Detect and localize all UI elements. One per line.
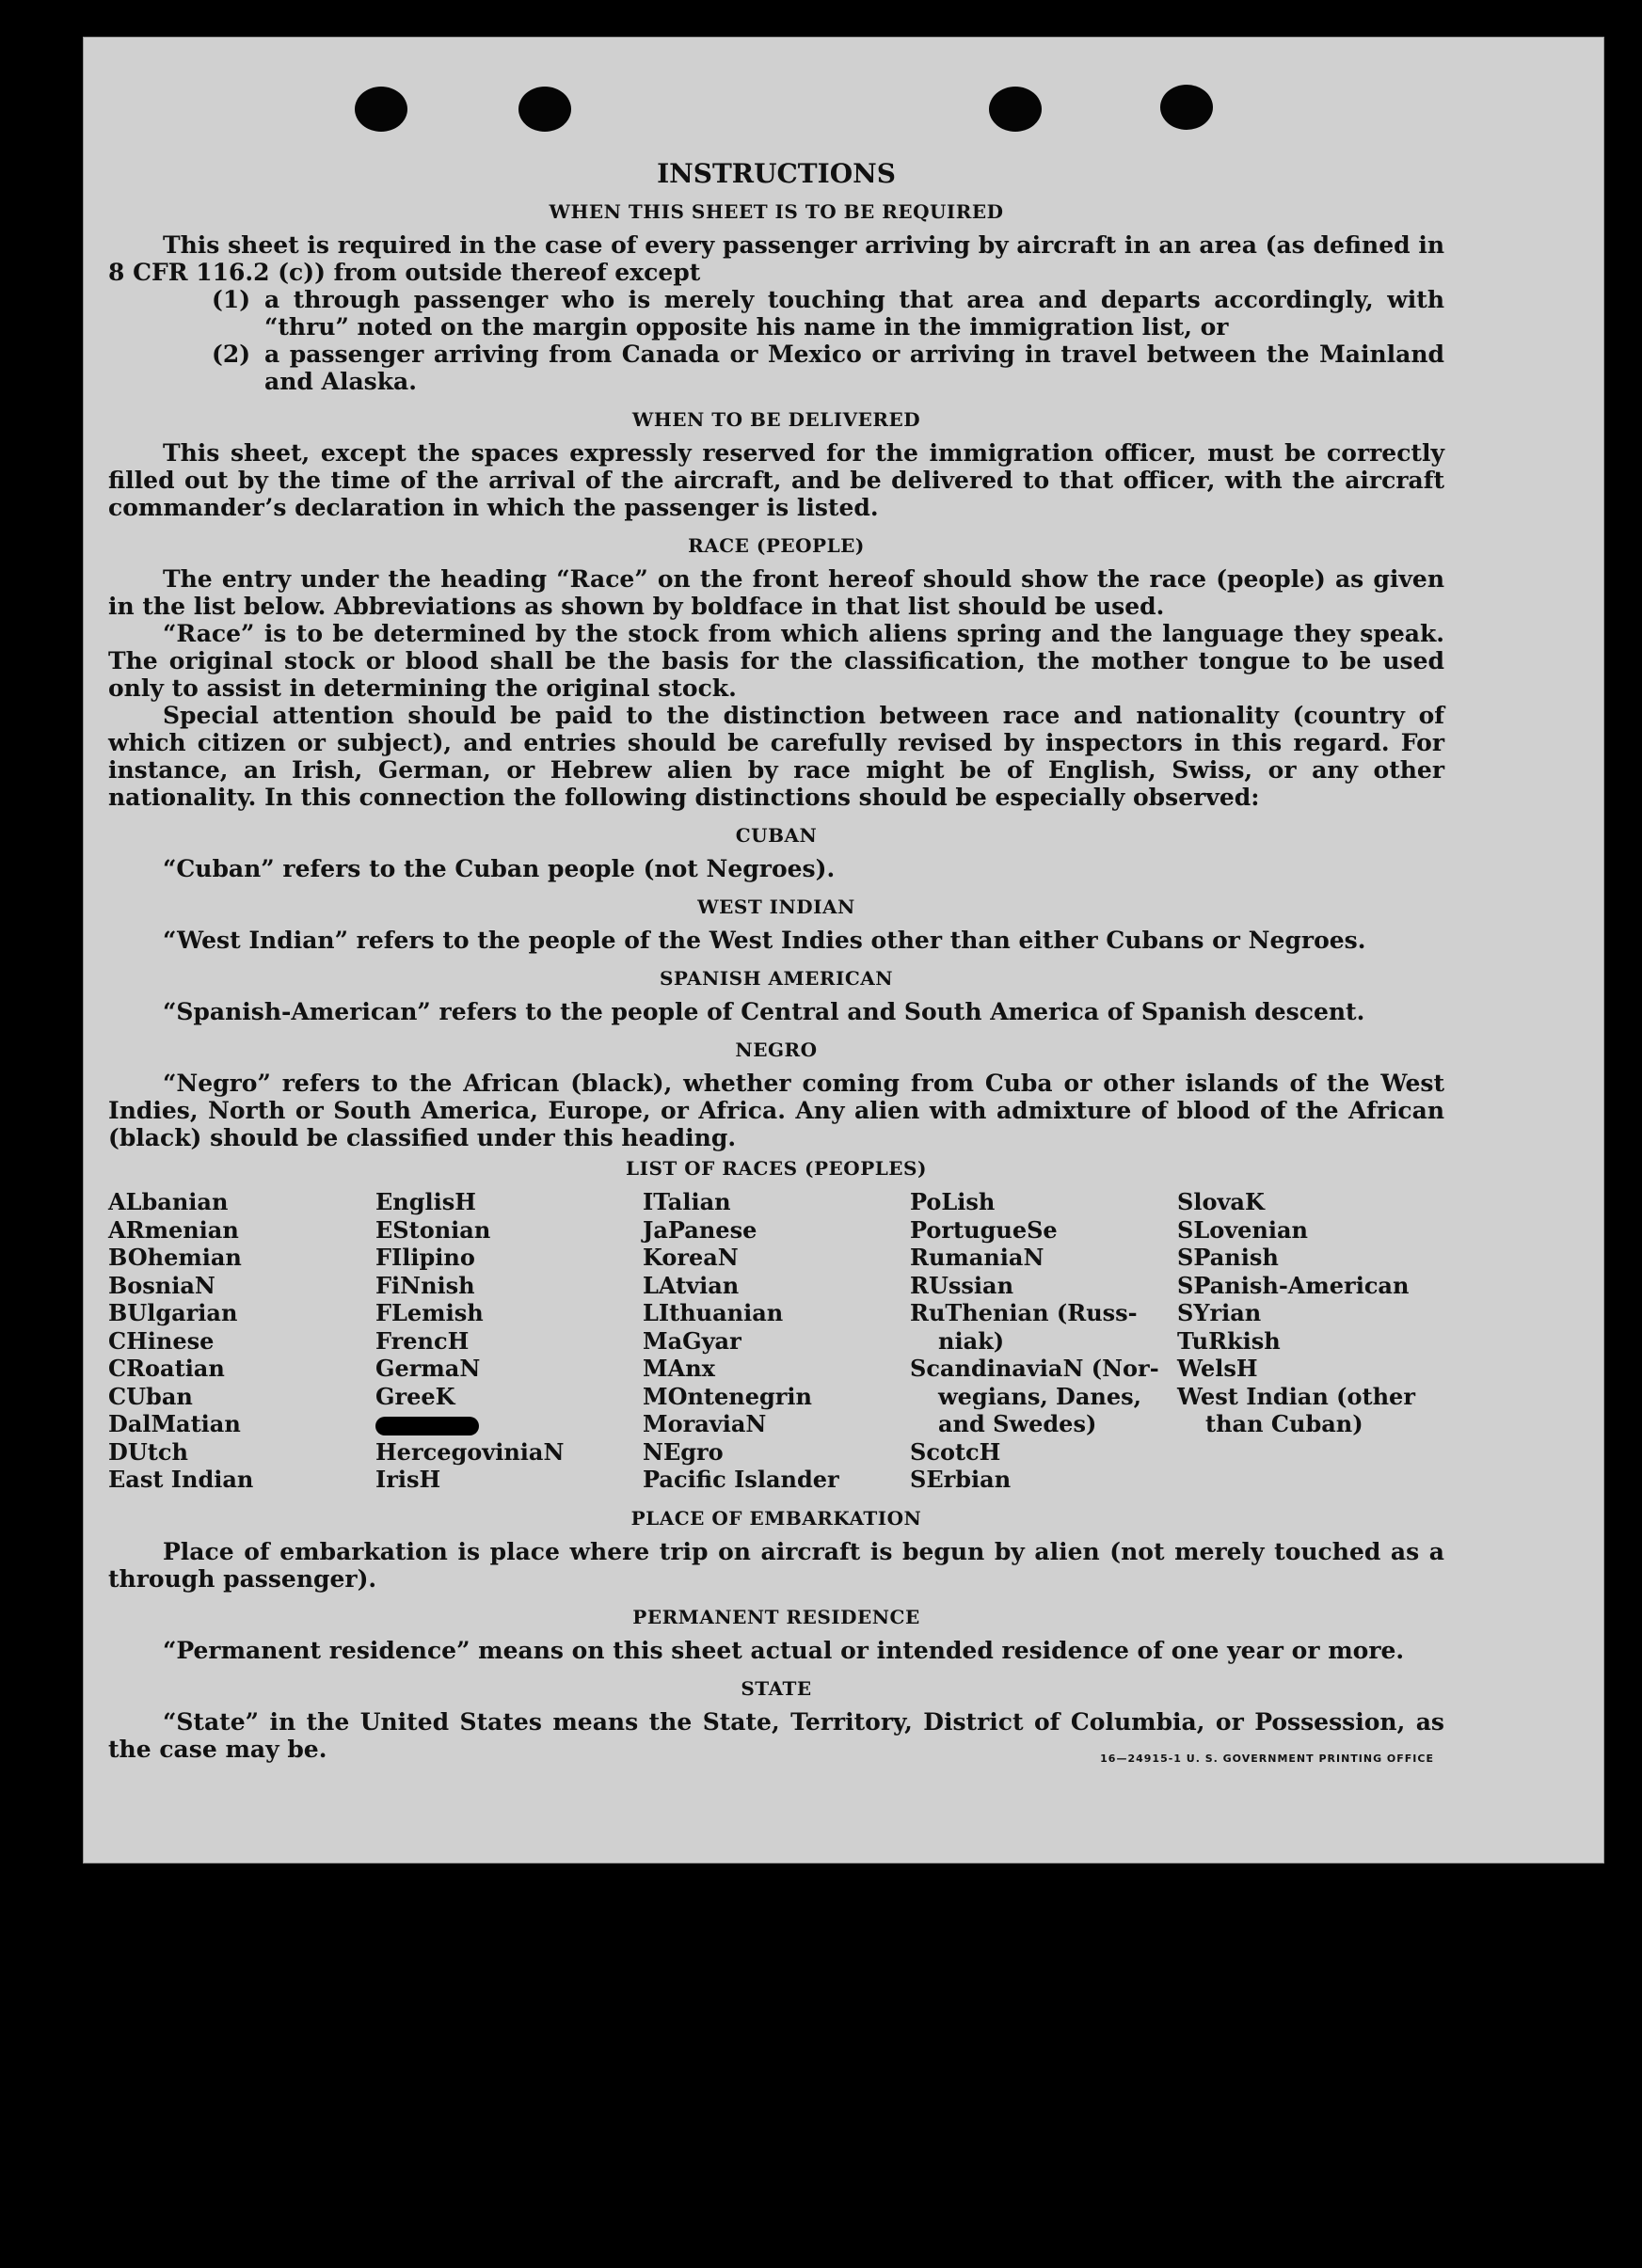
race-item: RuThenian (Russ- (910, 1299, 1138, 1326)
race-item: than Cuban) (1205, 1410, 1363, 1437)
race-item: Pacific Islander (643, 1466, 839, 1493)
race-item: MoraviaN (643, 1410, 767, 1437)
race-item: RumaniaN (910, 1244, 1044, 1271)
race-item: and Swedes) (938, 1410, 1097, 1437)
race-item: LIthuanian (643, 1299, 784, 1326)
race-item: FIlipino (375, 1244, 475, 1271)
race-item: CHinese (108, 1326, 215, 1355)
race-item: East Indian (108, 1466, 254, 1493)
race-item: PoLish (910, 1188, 996, 1215)
race-item: SPanish (1177, 1244, 1279, 1271)
race-column-4 (910, 1188, 1177, 1494)
race-item: MAnx (643, 1355, 715, 1382)
race-item: FLemish (375, 1299, 484, 1326)
race-item: JaPanese (643, 1215, 757, 1244)
item-text: a passenger arriving from Canada or Mexico or arriving in travel between the Mainland and Alaska. (264, 341, 1444, 395)
race-item: CRoatian (108, 1355, 225, 1382)
race-item: PortugueSe (910, 1215, 1058, 1244)
race-item: SErbian (910, 1466, 1012, 1493)
item-number: (1) (212, 286, 251, 313)
race-column-5 (1177, 1188, 1444, 1494)
race-item: MOntenegrin (643, 1382, 812, 1410)
race-item-redacted (375, 1410, 643, 1438)
embarkation-text: Place of embarkation is place where trip on aircraft is begun by alien (not merely touched as a through passenger). (108, 1537, 1444, 1593)
exception-item-1 (108, 286, 1444, 341)
race-item: West Indian (other (1177, 1382, 1415, 1410)
printing-office-code: 16—24915-1 U. S. GOVERNMENT PRINTING OFFICE (1100, 1753, 1434, 1765)
race-item: KoreaN (643, 1244, 739, 1271)
race-item: niak) (938, 1326, 1005, 1355)
exception-item-2 (108, 341, 1444, 395)
race-item: DUtch (108, 1437, 188, 1466)
document-page (84, 38, 1603, 1863)
item-text: a through passenger who is merely touching that area and departs accordingly, with “thru” noted on the margin opposite his name in the immigration list, or (264, 286, 1444, 341)
race-text-3: Special attention should be paid to the distinction between race and nationality (country of which citizen or subject), and entries should be carefully revised by inspectors in this regard. For instance, an Irish, German, or Hebrew alien by race might be of English, Swiss, or any other nationality. In this connection the following distinctions should be especially observed: (108, 702, 1444, 811)
punch-hole (989, 87, 1042, 132)
section-heading-spanish-american: SPANISH AMERICAN (659, 967, 894, 990)
punch-hole (1160, 85, 1213, 130)
race-item: HercegoviniaN (375, 1437, 565, 1466)
race-item: SlovaK (1177, 1188, 1265, 1215)
race-list (108, 1188, 1444, 1494)
race-item: FrencH (375, 1326, 470, 1355)
section-heading-delivered: WHEN TO BE DELIVERED (631, 408, 921, 431)
item-number: (2) (212, 341, 251, 368)
race-item: LAtvian (643, 1271, 740, 1299)
section-heading-residence: PERMANENT RESIDENCE (632, 1605, 920, 1628)
section-heading-state: STATE (741, 1676, 812, 1700)
race-text-2: “Race” is to be determined by the stock from which aliens spring and the language they speak. The original stock or blood shall be the basis for the classification, the mother tongue to be used only to assist in determining the original stock. (108, 620, 1444, 702)
section-heading-negro: NEGRO (735, 1039, 818, 1061)
race-item: DalMatian (108, 1410, 241, 1437)
section-heading-race: RACE (PEOPLE) (688, 534, 865, 557)
race-item: BosniaN (108, 1271, 215, 1299)
race-item: SPanish-American (1177, 1271, 1410, 1299)
race-column-3 (643, 1188, 910, 1494)
section-heading-west-indian: WEST INDIAN (697, 896, 855, 918)
race-item: TuRkish (1177, 1326, 1281, 1355)
section-heading-list-of-races: LIST OF RACES (PEOPLES) (626, 1157, 927, 1180)
race-item: SLovenian (1177, 1215, 1308, 1244)
race-item: ScandinaviaN (Nor- (910, 1355, 1159, 1382)
race-text-1: The entry under the heading “Race” on the front hereof should show the race (people) as given in the list below. Abbreviations as shown by boldface in that list should be used. (108, 565, 1444, 620)
race-item: MaGyar (643, 1326, 741, 1355)
race-item: ITalian (643, 1188, 731, 1215)
page-title: INSTRUCTIONS (657, 158, 896, 189)
race-item: WelsH (1177, 1355, 1258, 1382)
punch-hole (355, 87, 407, 132)
race-item: ARmenian (108, 1215, 239, 1244)
cuban-text: “Cuban” refers to the Cuban people (not Negroes). (163, 855, 836, 882)
race-item: FiNnish (375, 1271, 475, 1299)
race-item: BOhemian (108, 1244, 242, 1271)
race-item: IrisH (375, 1466, 441, 1493)
race-item: RUssian (910, 1271, 1014, 1299)
race-item: BUlgarian (108, 1299, 238, 1326)
negro-text: “Negro” refers to the African (black), whether coming from Cuba or other islands of the West Indies, North or South America, Europe, or Africa. Any alien with admixture of blood of the African (black) should be classified under this heading. (108, 1070, 1444, 1151)
race-item: ALbanian (108, 1188, 229, 1215)
race-item: NEgro (643, 1437, 724, 1466)
required-text: This sheet is required in the case of every passenger arriving by aircraft in an area (as defined in 8 CFR 116.2 (c)) from outside thereof except (108, 231, 1444, 286)
section-heading-required: WHEN THIS SHEET IS TO BE REQUIRED (549, 200, 1004, 223)
section-heading-embarkation: PLACE OF EMBARKATION (630, 1506, 922, 1530)
race-item: EStonian (375, 1215, 491, 1244)
race-item: wegians, Danes, (938, 1382, 1141, 1410)
west-indian-text: “West Indian” refers to the people of the West Indies other than either Cubans or Negroes. (163, 927, 1366, 954)
race-item: ScotcH (910, 1437, 1001, 1466)
race-column-1 (108, 1188, 375, 1494)
redaction-mark (375, 1417, 479, 1435)
race-column-2 (375, 1188, 643, 1494)
delivered-text: This sheet, except the spaces expressly reserved for the immigration officer, must be correctly filled out by the time of the arrival of the aircraft, and be delivered to that officer, with the aircraft commander’s declaration in which the passenger is listed. (108, 439, 1444, 521)
race-item: GreeK (375, 1382, 455, 1410)
instructions-content (108, 160, 1444, 1763)
state-text: “State” in the United States means the State, Territory, District of Columbia, or Possession, as the case may be. (108, 1707, 1444, 1763)
race-item: GermaN (375, 1355, 481, 1382)
race-item: CUban (108, 1382, 193, 1410)
section-heading-cuban: CUBAN (735, 824, 818, 847)
spanish-american-text: “Spanish-American” refers to the people of Central and South America of Spanish descent. (163, 998, 1365, 1025)
punch-hole (518, 87, 571, 132)
race-item: EnglisH (375, 1188, 476, 1215)
race-item: SYrian (1177, 1299, 1262, 1326)
residence-text: “Permanent residence” means on this sheet actual or intended residence of one year or more. (163, 1636, 1405, 1664)
